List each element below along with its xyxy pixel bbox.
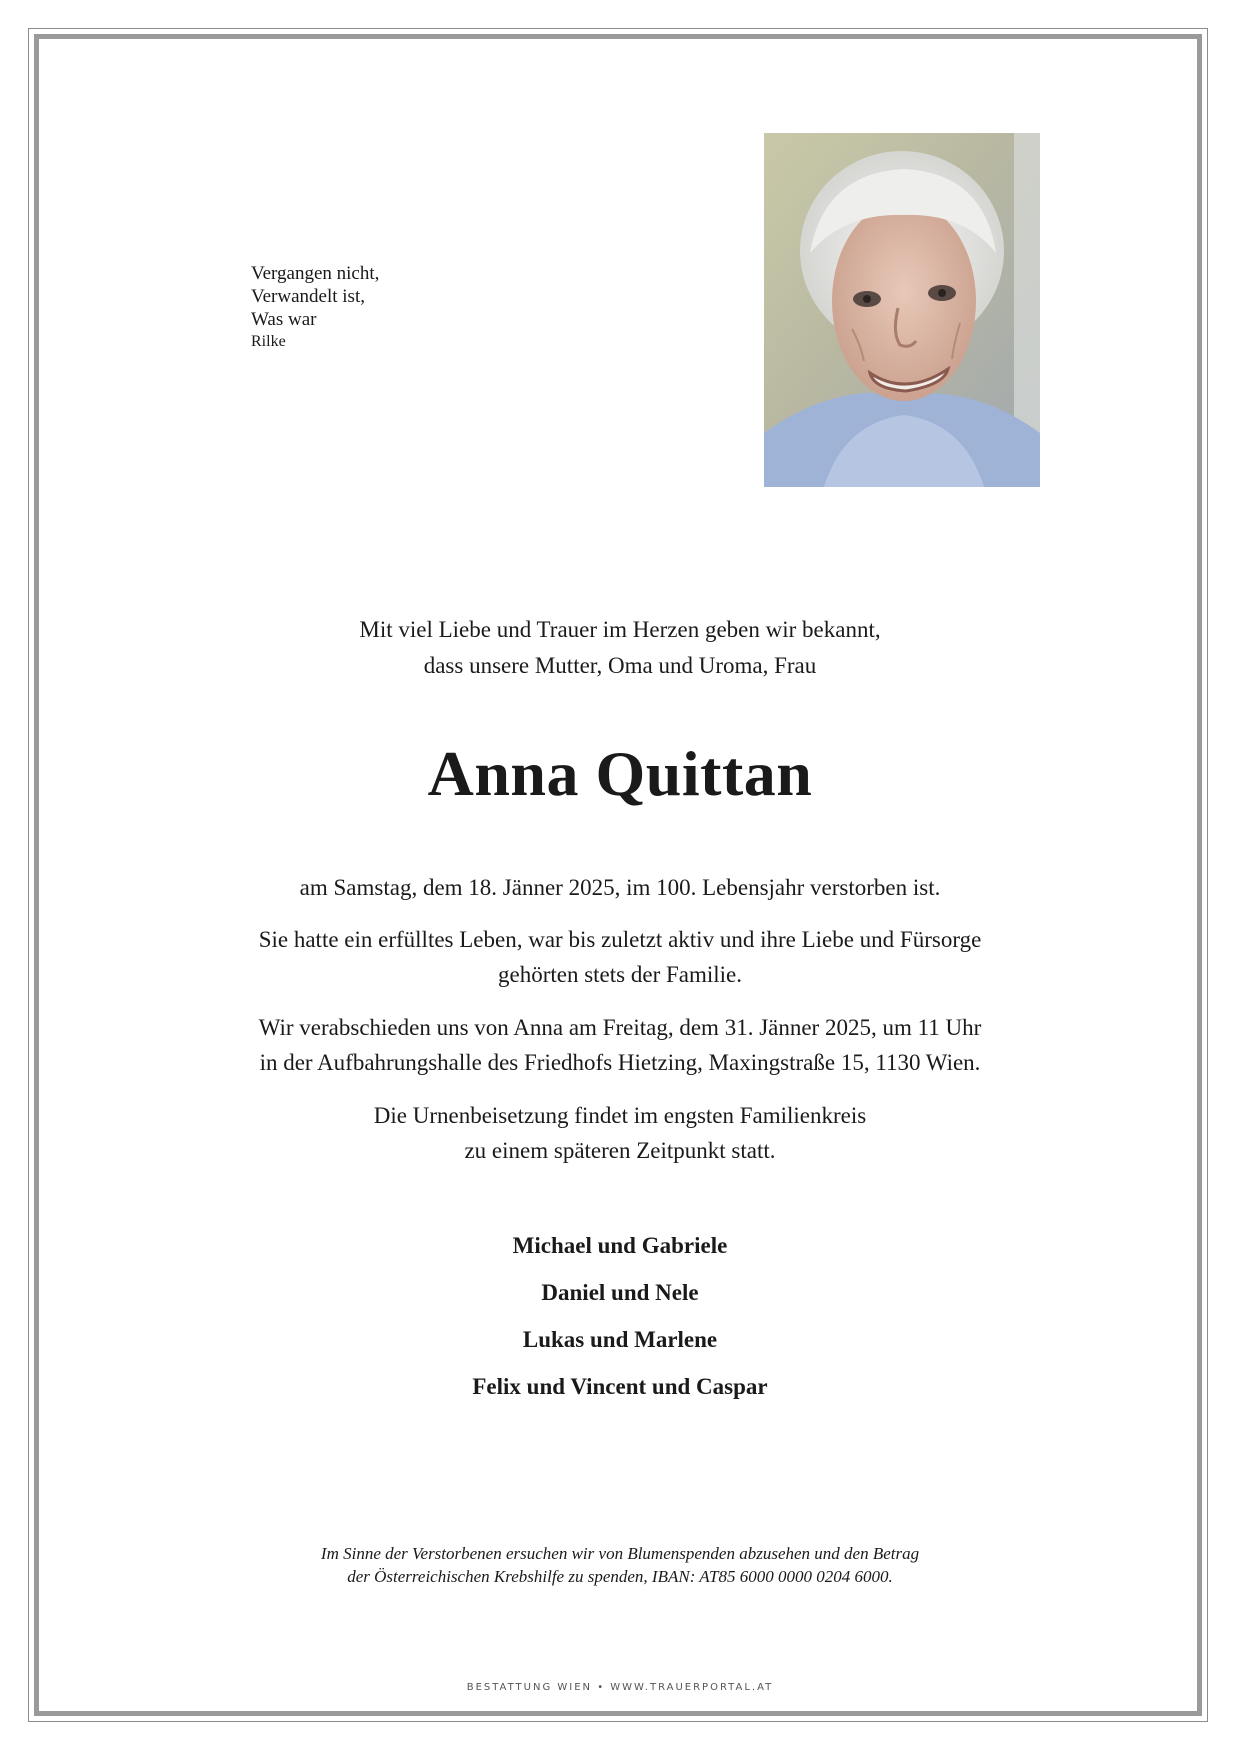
farewell-line: Wir verabschieden uns von Anna am Freitag, dem 31. Jänner 2025, um 11 Uhr [258,1015,982,1040]
motto-line: Was war [251,309,317,330]
portrait-photo [764,133,1040,487]
burial-paragraph [0,1098,1240,1168]
motto-author: Rilke [251,333,286,350]
motto-quote [251,262,379,353]
donation-note [0,1542,1240,1588]
death-notice: am Samstag, dem 18. Jänner 2025, im 100. Lebensjahr verstorben ist. [299,875,941,900]
life-paragraph [0,922,1240,992]
intro-text [0,612,1240,684]
motto-line: Verwandelt ist, [251,286,365,307]
footer-credit: BESTATTUNG WIEN • WWW.TRAUERPORTAL.AT [466,1682,774,1693]
life-line: gehörten stets der Familie. [498,962,742,987]
donation-line: Im Sinne der Verstorbenen ersuchen wir von Blumenspenden abzusehen und den Betrag [320,1544,920,1563]
family-member: Daniel und Nele [541,1280,699,1305]
donation-line: der Österreichischen Krebshilfe zu spenden, IBAN: AT85 6000 0000 0204 6000. [347,1567,893,1586]
portrait-image [764,133,1040,487]
deceased-name: Anna Quittan [427,738,813,809]
farewell-paragraph [0,1010,1240,1080]
life-line: Sie hatte ein erfülltes Leben, war bis zuletzt aktiv und ihre Liebe und Fürsorge [258,927,982,952]
family-member: Michael und Gabriele [512,1233,728,1258]
burial-line: Die Urnenbeisetzung findet im engsten Familienkreis [373,1103,867,1128]
burial-line: zu einem späteren Zeitpunkt statt. [464,1138,776,1163]
family-member: Felix und Vincent und Caspar [472,1374,768,1399]
intro-line: dass unsere Mutter, Oma und Uroma, Frau [423,653,817,678]
motto-line: Vergangen nicht, [251,263,380,284]
family-list [0,1222,1240,1410]
farewell-line: in der Aufbahrungshalle des Friedhofs Hietzing, Maxingstraße 15, 1130 Wien. [259,1050,981,1075]
family-member: Lukas und Marlene [522,1327,718,1352]
intro-line: Mit viel Liebe und Trauer im Herzen geben wir bekannt, [359,617,881,642]
